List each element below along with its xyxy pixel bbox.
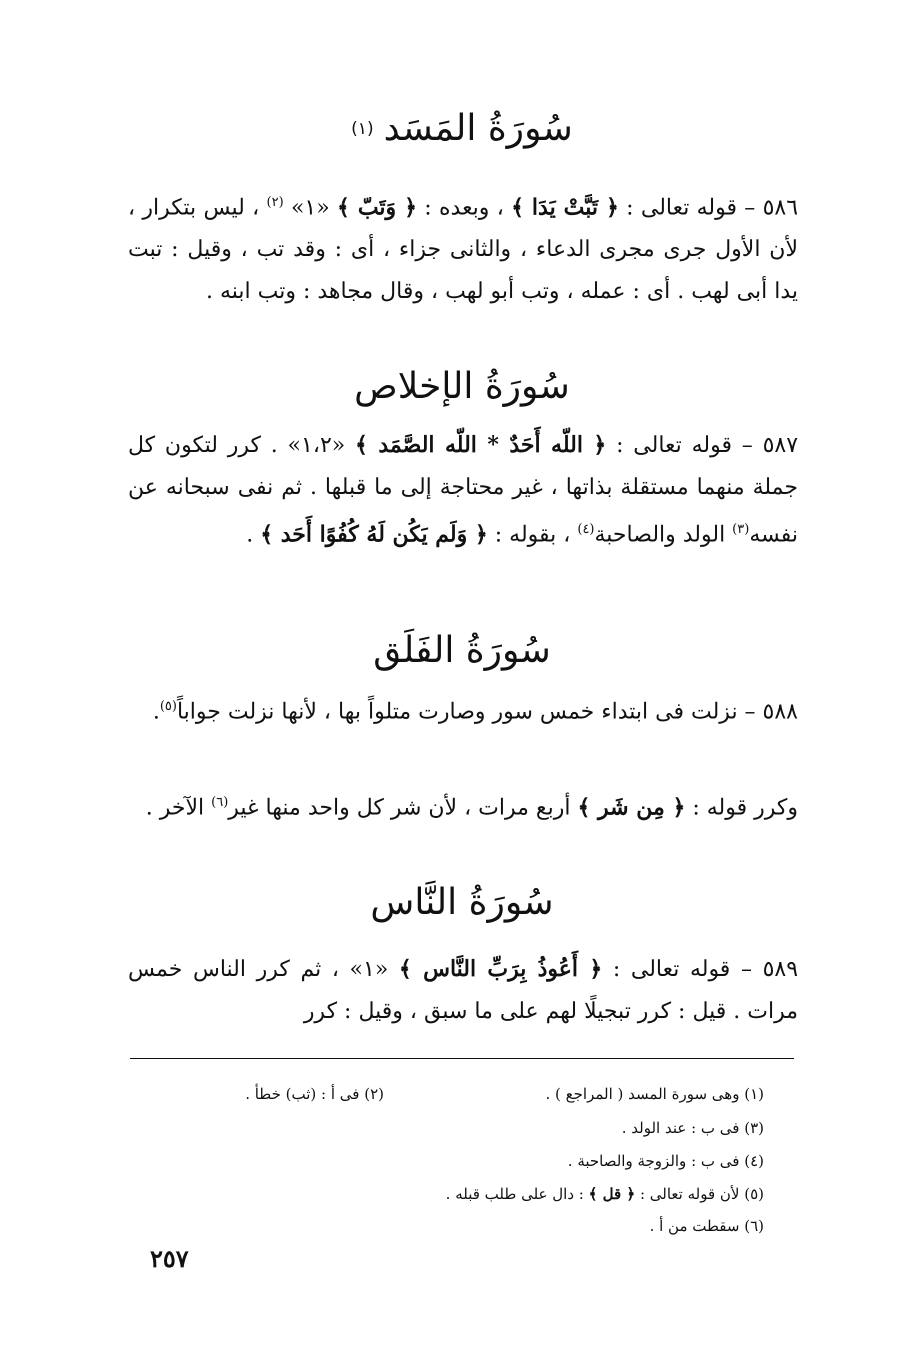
text: ، ليس بتكرار ، لأن الأول جرى مجرى الدعاء ، والثانى جزاء ، أى : وقد تب ، وقيل : تبت يدا أبى لهب . أى : عمله ، وتب أبو لهب ، وقال مجاهد : وتب ابنه . <box>128 195 798 305</box>
text: . <box>246 522 261 548</box>
text: «١،٢» . كرر لتكون كل جملة منهما مستقلة بذاتها ، غير محتاجة إلى ما قبلها . ثم نفى سبحانه عن نفسه <box>128 433 798 548</box>
footnote-ref: (٤) <box>577 522 595 537</box>
footnote-ref: (٢) <box>266 195 284 210</box>
text: ، وبعده : <box>417 195 512 221</box>
footnote-ref: (١) <box>351 119 374 139</box>
page-number: ٢٥٧ <box>150 1244 189 1273</box>
footnote-divider <box>130 1058 794 1059</box>
text: أربع مرات ، لأن شر كل واحد منها غير <box>228 795 578 821</box>
quran-quote: ﴿ أَعُوذُ بِرَبِّ النَّاس ﴾ <box>398 956 603 982</box>
surah-title-masad-text: سُورَةُ المَسَد <box>383 108 573 149</box>
paragraph-588 <box>128 686 798 733</box>
footnote-ref: (٣) <box>732 522 750 537</box>
footnote-4: (٤) فى ب : والزوجة والصاحبة . <box>567 1152 764 1170</box>
text: الولد والصاحبة <box>594 522 733 548</box>
text: ، بقوله : <box>487 522 578 548</box>
footnote-6: (٦) سقطت من أ . <box>649 1217 764 1235</box>
text: (٥) لأن قوله تعالى : <box>635 1185 764 1203</box>
quran-quote: ﴿ تَبَّتْ يَدَا ﴾ <box>511 194 619 221</box>
text: «١» <box>283 195 337 221</box>
surah-title-ikhlas <box>0 360 924 414</box>
text: «١» ، ثم كرر الناس خمس مرات . قيل : كرر تبجيلًا لهم على ما سبق ، وقيل : كرر <box>128 957 798 1024</box>
footnote-ref: (٥) <box>159 699 177 714</box>
paragraph-589 <box>128 948 798 1033</box>
surah-title-falaq <box>0 624 924 678</box>
text: ٥٨٩ – قوله تعالى : <box>602 957 799 982</box>
text: : دال على طلب قبله . <box>445 1185 589 1203</box>
footnote-3: (٣) فى ب : عند الولد . <box>621 1119 764 1137</box>
quran-quote: ﴿ وَتَبّ ﴾ <box>336 194 418 221</box>
surah-title-nas <box>0 876 924 930</box>
quran-quote: ﴿ وَلَم يَكُن لَهُ كُفُوًا أَحَد ﴾ <box>260 521 488 548</box>
footnote-1: (١) وهى سورة المسد ( المراجع ) . <box>545 1085 764 1103</box>
footnote-5 <box>446 1184 764 1204</box>
text: وكرر قوله : <box>685 795 798 821</box>
text: ٥٨٨ – نزلت فى ابتداء خمس سور وصارت متلواً بها ، لأنها نزلت جواباً <box>176 699 798 725</box>
quran-quote: ﴿ مِن شَر ﴾ <box>577 794 686 821</box>
text: ٥٨٧ – قوله تعالى : <box>606 433 799 458</box>
footnote-2: (٢) فى أ : (ثب) خطأ . <box>245 1085 384 1103</box>
text: الآخر . <box>145 795 212 821</box>
paragraph-587 <box>128 424 798 556</box>
surah-title-ikhlas-text: سُورَةُ الإخلاص <box>354 366 570 407</box>
surah-title-falaq-text: سُورَةُ الفَلَق <box>373 630 551 671</box>
text: ٥٨٦ – قوله تعالى : <box>618 195 799 221</box>
paragraph-586 <box>128 182 798 313</box>
quran-quote: ﴿ اللّه أَحَدٌ * اللّه الصَّمَد ﴾ <box>355 432 607 458</box>
surah-title-masad <box>0 102 924 156</box>
paragraph-588-cont <box>128 782 798 829</box>
text: . <box>152 699 160 725</box>
footnote-ref: (٦) <box>211 795 229 810</box>
surah-title-nas-text: سُورَةُ النَّاس <box>370 882 554 923</box>
quran-quote: ﴿ قل ﴾ <box>588 1185 636 1203</box>
